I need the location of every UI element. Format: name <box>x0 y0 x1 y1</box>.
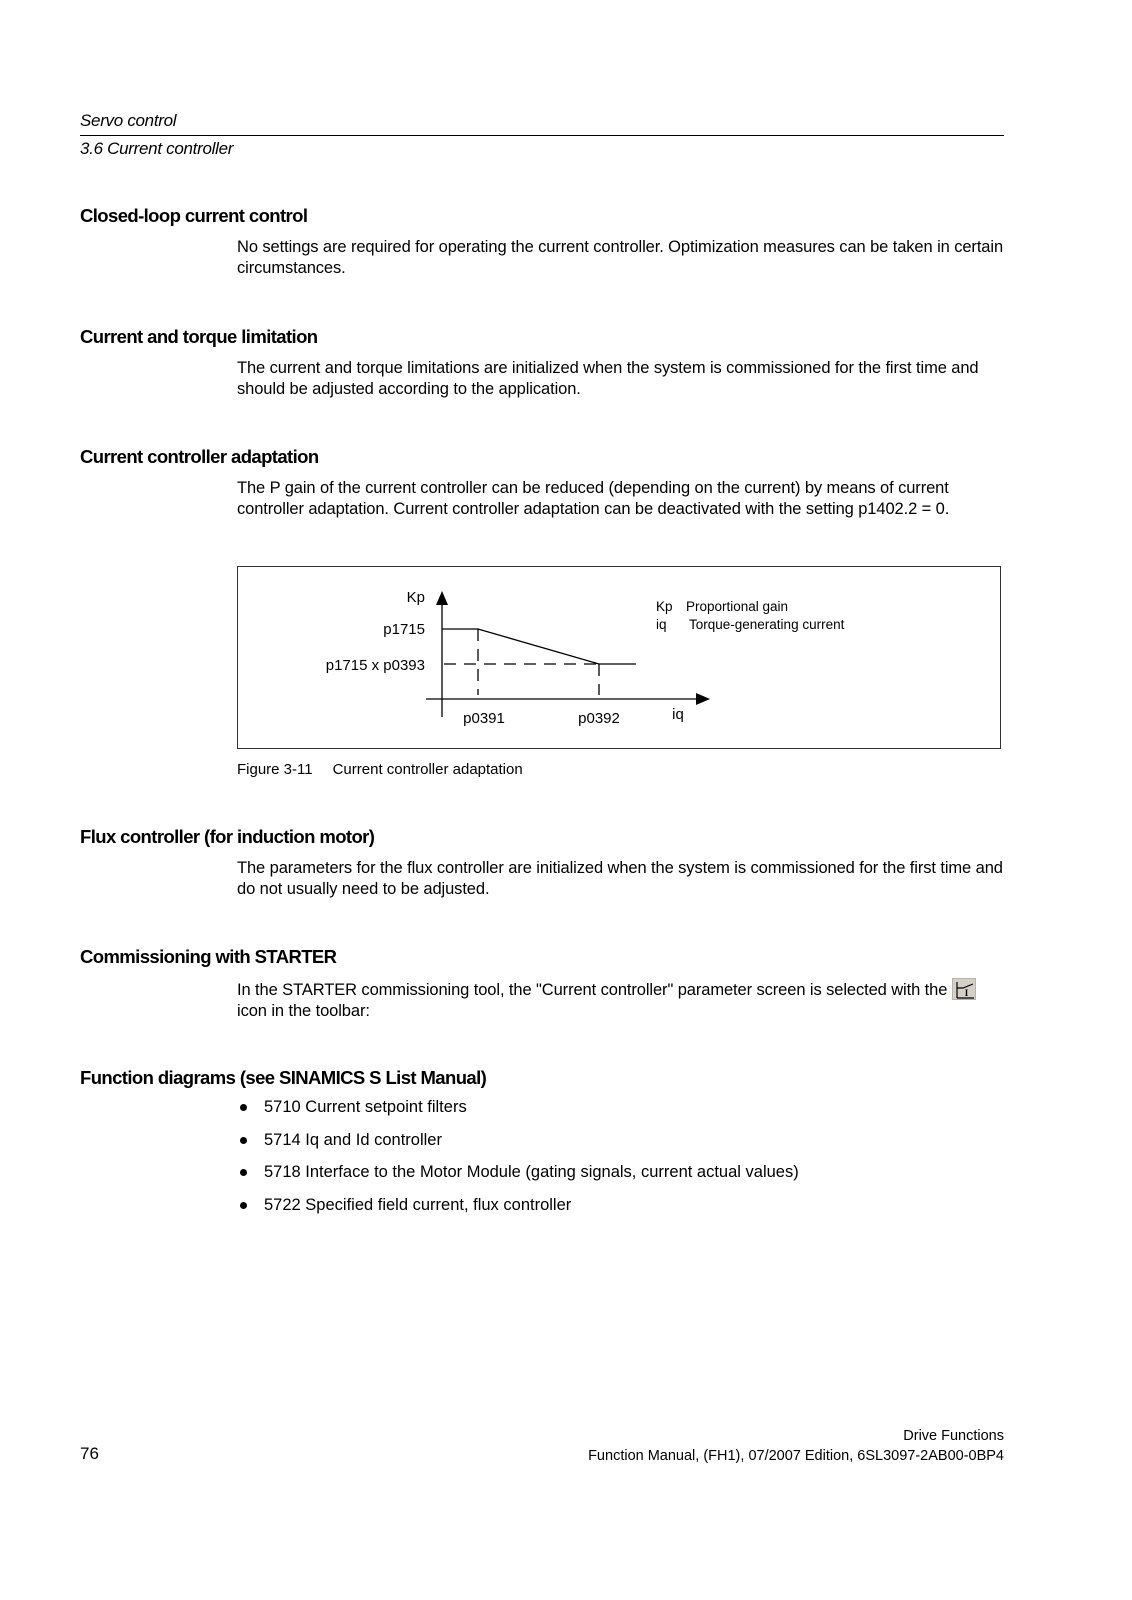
paragraph-commissioning-starter <box>237 978 1007 1022</box>
list-item: 5722 Specified field current, flux controller <box>237 1195 799 1228</box>
list-item: 5714 Iq and Id controller <box>237 1130 799 1163</box>
header-rule <box>80 135 1004 136</box>
footer-doc-info <box>588 1426 1004 1466</box>
figure-number: Figure 3-11 <box>237 761 313 778</box>
legend-symbol-iq: iq <box>656 617 667 632</box>
legend-text-kp: Proportional gain <box>686 599 789 614</box>
bullet-icon <box>240 1169 247 1176</box>
page-number: 76 <box>80 1444 99 1463</box>
y-axis-label: Kp <box>406 589 425 606</box>
adaptation-diagram <box>237 566 1001 749</box>
y-axis-arrow-icon <box>436 591 448 605</box>
legend-symbol-kp: Kp <box>656 599 673 614</box>
figure-title: Current controller adaptation <box>332 761 523 778</box>
footer-doc-title: Drive Functions <box>903 1428 1004 1444</box>
commissioning-text-after-icon: icon in the toolbar: <box>237 1002 370 1020</box>
function-diagram-list <box>237 1097 799 1227</box>
svg-text:I: I <box>964 988 968 998</box>
list-item: 5710 Current setpoint filters <box>237 1097 799 1130</box>
chapter-title: Servo control <box>80 111 177 130</box>
paragraph-current-torque-limitation: The current and torque limitations are initialized when the system is commissioned for the first time and should be adjusted according to the application. <box>237 359 979 398</box>
paragraph-current-controller-adaptation: The P gain of the current controller can be reduced (depending on the current) by means of current controller adaptation. Current controller adaptation can be deactivated with the setting p1402.2 = 0. <box>237 479 950 518</box>
y-tick-p1715-x-p0393: p1715 x p0393 <box>325 657 425 674</box>
commissioning-text-before-icon: In the STARTER commissioning tool, the "Current controller" parameter screen is selected with the <box>237 981 948 999</box>
x-axis-label: iq <box>672 706 684 723</box>
bullet-icon <box>240 1137 247 1144</box>
y-tick-p1715: p1715 <box>383 621 425 638</box>
heading-current-torque-limitation: Current and torque limitation <box>80 326 318 347</box>
list-item: 5718 Interface to the Motor Module (gating signals, current actual values) <box>237 1162 799 1195</box>
paragraph-flux-controller: The parameters for the flux controller are initialized when the system is commissioned for the first time and do not usually need to be adjusted. <box>237 859 1003 898</box>
x-tick-p0391: p0391 <box>463 710 505 727</box>
paragraph-closed-loop-current-control: No settings are required for operating the current controller. Optimization measures can be taken in certain circumstances. <box>237 238 1004 277</box>
kp-vs-iq-plot <box>238 567 1002 750</box>
bullet-icon <box>240 1104 247 1111</box>
heading-commissioning-starter: Commissioning with STARTER <box>80 946 337 967</box>
x-axis-arrow-icon <box>696 693 710 705</box>
legend-text-iq: Torque-generating current <box>689 617 845 632</box>
running-header <box>80 110 1004 160</box>
section-title: 3.6 Current controller <box>80 139 234 158</box>
heading-closed-loop-current-control: Closed-loop current control <box>80 205 308 226</box>
bullet-icon <box>240 1202 247 1209</box>
heading-current-controller-adaptation: Current controller adaptation <box>80 446 319 467</box>
x-tick-p0392: p0392 <box>578 710 620 727</box>
current-controller-toolbar-icon <box>952 978 976 1000</box>
footer-doc-edition: Function Manual, (FH1), 07/2007 Edition, 6SL3097-2AB00-0BP4 <box>588 1448 1004 1464</box>
heading-flux-controller: Flux controller (for induction motor) <box>80 826 375 847</box>
heading-function-diagrams: Function diagrams (see SINAMICS S List Manual) <box>80 1067 487 1088</box>
figure-caption <box>237 760 523 779</box>
